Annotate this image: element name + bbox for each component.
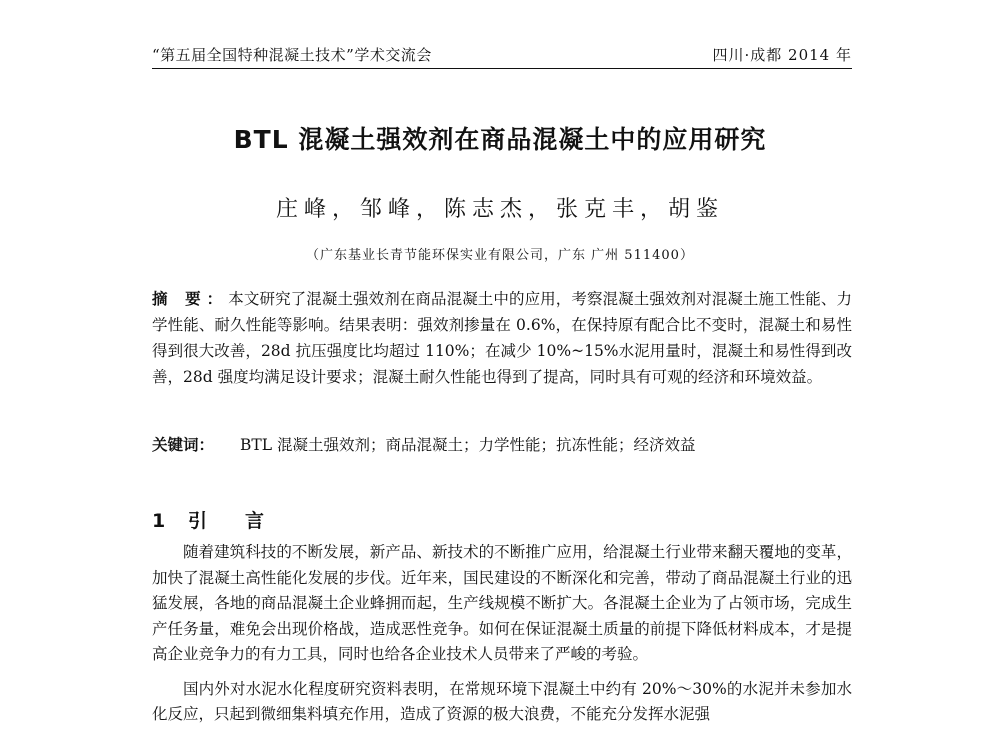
conference-name: “第五届全国特种混凝土技术”学术交流会: [152, 46, 432, 64]
authors: 庄峰，邹峰，陈志杰，张克丰，胡鉴: [275, 197, 724, 222]
keywords-label: 关键词：: [152, 436, 215, 454]
paper-title: BTL 混凝土强效剂在商品混凝土中的应用研究: [233, 125, 767, 154]
keywords: [152, 432, 852, 458]
section-number: 1: [152, 510, 166, 532]
body-paragraph: 国内外对水泥水化程度研究资料表明，在常规环境下混凝土中约有 20%～30%的水泥并未参加水化反应，只起到微细集料填充作用，造成了资源的极大浪费，不能充分发挥水泥强: [152, 679, 852, 723]
running-header: [152, 42, 852, 70]
keywords-text: BTL 混凝土强效剂；商品混凝土；力学性能；抗冻性能；经济效益: [240, 436, 696, 454]
section-body: [152, 540, 852, 737]
section-heading: [152, 506, 302, 533]
body-paragraph: 随着建筑科技的不断发展，新产品、新技术的不断推广应用，给混凝土行业带来翻天覆地的变革，加快了混凝土高性能化发展的步伐。近年来，国民建设的不断深化和完善，带动了商品混凝土行业的迅猛发展，各地的商品混凝土企业蜂拥而起，生产线规模不断扩大。各混凝土企业为了占领市场，完成生产任务量，难免会出现价格战，造成恶性竞争。如何在保证混凝土质量的前提下降低材料成本，才是提高企业竞争力的有力工具，同时也给各企业技术人员带来了严峻的考验。: [152, 543, 852, 663]
header-rule: [152, 68, 852, 69]
section-title: 引言: [188, 510, 303, 532]
location-year: 四川·成都 2014 年: [712, 46, 852, 64]
affiliation: （广东基业长青节能环保实业有限公司，广东 广州 511400）: [306, 248, 694, 263]
abstract: [152, 286, 852, 390]
abstract-label: 摘 要：: [152, 290, 229, 308]
abstract-text: 本文研究了混凝土强效剂在商品混凝土中的应用，考察混凝土强效剂对混凝土施工性能、力学性能、耐久性能等影响。结果表明：强效剂掺量在 0.6%，在保持原有配合比不变时，混凝土和易性得到很大改善，28d 抗压强度比均超过 110%；在减少 10%~15%水泥用量时，混凝土和易性得到改善，28d 强度均满足设计要求；混凝土耐久性能也得到了提高，同时具有可观的经济和环境效益。: [152, 290, 852, 386]
